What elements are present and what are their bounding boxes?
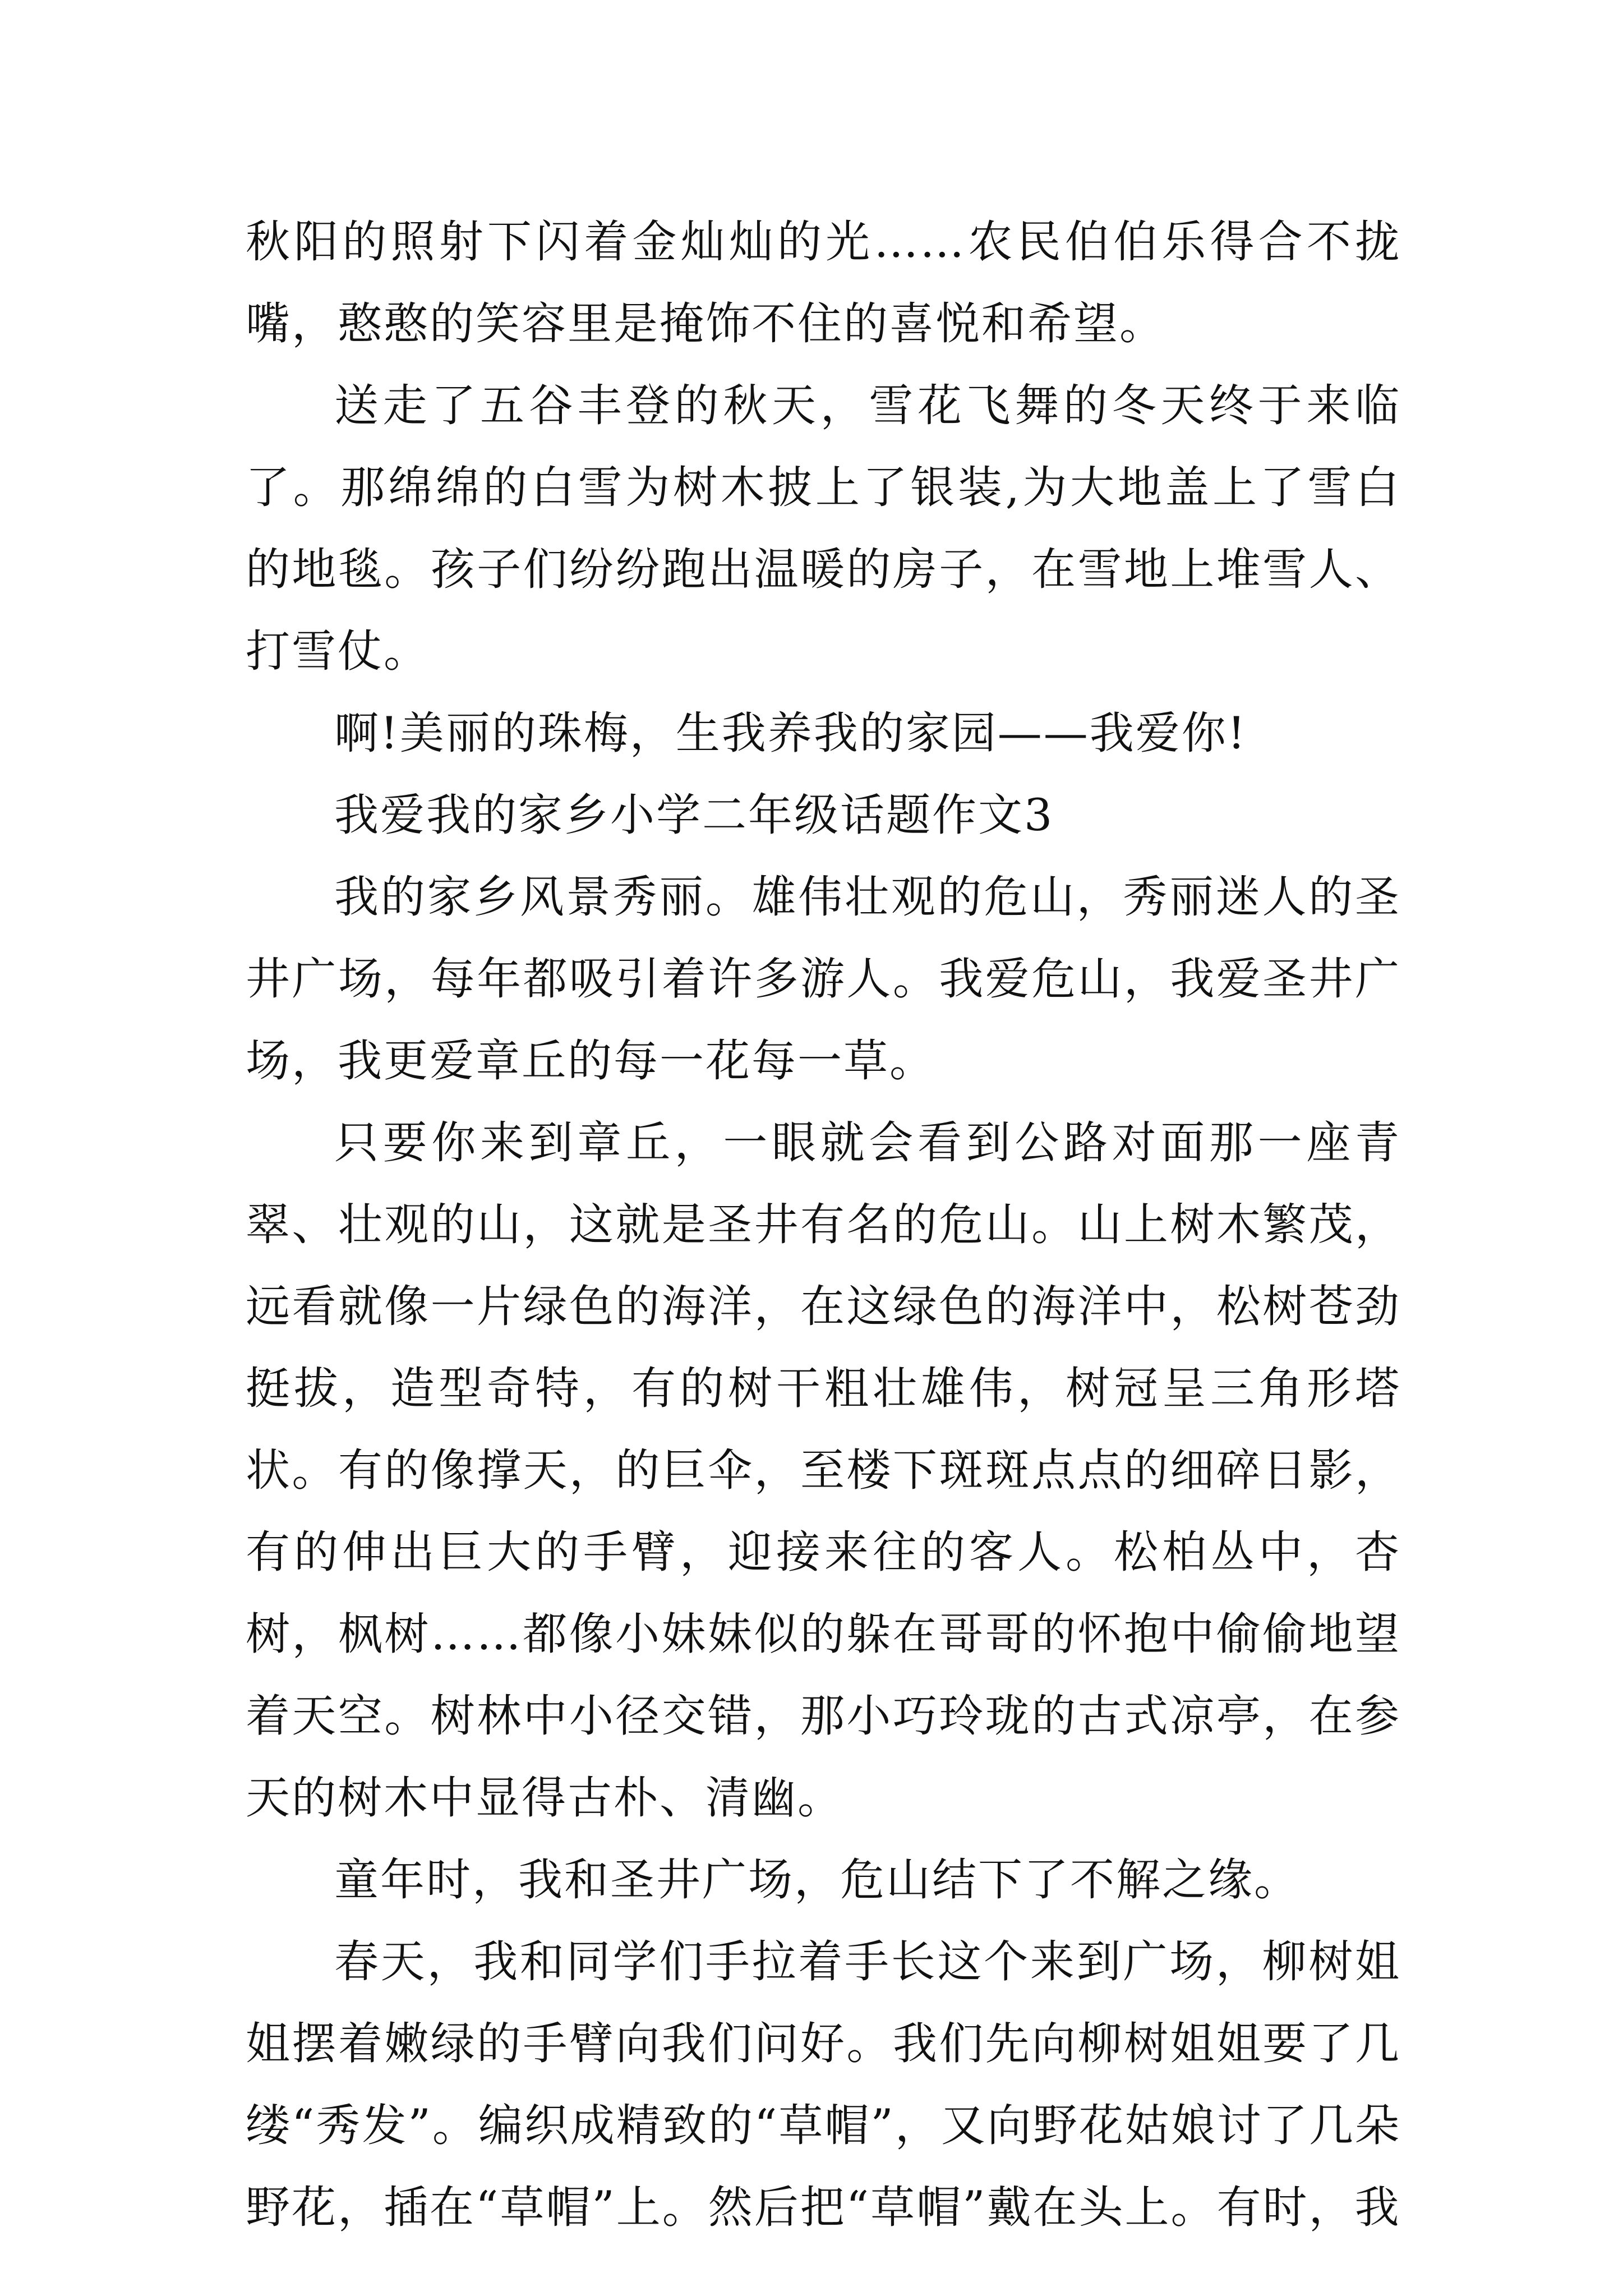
paragraph-7: 童年时，我和圣井广场，危山结下了不解之缘。 bbox=[334, 1854, 1300, 1906]
section-heading: 我爱我的家乡小学二年级话题作文3 bbox=[334, 789, 1054, 841]
paragraph-3: 啊!美丽的珠梅，生我养我的家园——我爱你! bbox=[334, 707, 1247, 759]
paragraph-8: 春天，我和同学们手拉着手长这个来到广场，柳树姐姐摆着嫩绿的手臂向我们问好。我们先向柳树姐姐要了几缕“秀发”。编织成精致的“草帽”，又向野花姑娘讨了几朵野花，插在“草帽”上。然后把“草帽”戴在头上。有时，我 bbox=[246, 1936, 1401, 2233]
paragraph-1: 秋阳的照射下闪着金灿灿的光……农民伯伯乐得合不拢嘴，憨憨的笑容里是掩饰不住的喜悦和希望。 bbox=[246, 216, 1401, 349]
document-body bbox=[246, 201, 1401, 2248]
paragraph-2: 送走了五谷丰登的秋天，雪花飞舞的冬天终于来临了。那绵绵的白雪为树木披上了银装,为大地盖上了雪白的地毯。孩子们纷纷跑出温暖的房子，在雪地上堆雪人、打雪仗。 bbox=[246, 380, 1401, 677]
paragraph-6: 只要你来到章丘，一眼就会看到公路对面那一座青翠、壮观的山，这就是圣井有名的危山。山上树木繁茂，远看就像一片绿色的海洋，在这绿色的海洋中，松树苍劲挺拔，造型奇特，有的树干粗壮雄伟，树冠呈三角形塔状。有的像撑天，的巨伞，至楼下斑斑点点的细碎日影，有的伸出巨大的手臂，迎接来往的客人。松柏丛中，杏树，枫树……都像小妹妹似的躲在哥哥的怀抱中偷偷地望着天空。树林中小径交错，那小巧玲珑的古式凉亭，在参天的树木中显得古朴、清幽。 bbox=[246, 1117, 1401, 1824]
paragraph-5: 我的家乡风景秀丽。雄伟壮观的危山，秀丽迷人的圣井广场，每年都吸引着许多游人。我爱危山，我爱圣井广场，我更爱章丘的每一花每一草。 bbox=[246, 871, 1401, 1087]
